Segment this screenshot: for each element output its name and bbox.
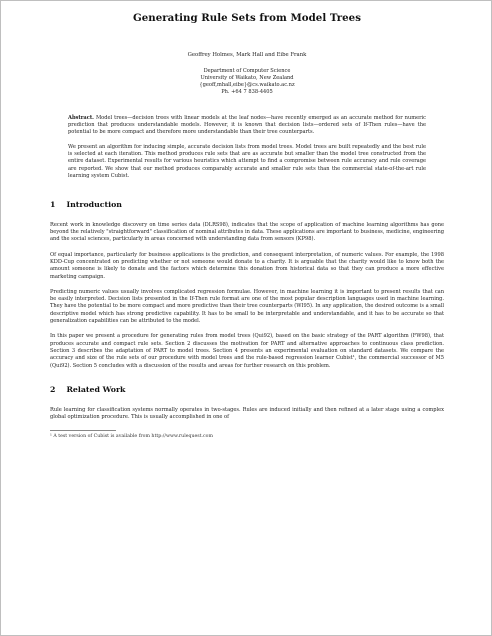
body-paragraph: Predicting numeric values usually involves complicated regression formulae. However, in machine learning it is important to present results that can be easily interpreted. Decision lists presented in the If-Then rule format are one of the most popular description languages used in machine learning. They have the potential to be more compact and more predictive than their tree counterparts (WI95). In any application, the desired outcome is a small descriptive model which has strong predictive capability. It has to be small to be interpretable and understandable, and it has to be accurate so that generalization capabilities can be attributed to the model.	[50, 288, 444, 325]
authors-line: Geoffrey Holmes, Mark Hall and Eibe Frank	[187, 52, 307, 58]
abstract-label: Abstract.	[68, 115, 94, 122]
section-number: 2	[50, 385, 56, 395]
section-number: 1	[50, 199, 56, 209]
author-list	[50, 52, 444, 58]
phone-line: Ph. +64 7 838-4405	[221, 89, 273, 96]
paper-title: Generating Rule Sets from Model Trees	[132, 12, 361, 24]
related-work-body	[50, 407, 444, 422]
footnote: ¹ A test version of Cubist is available from http://www.rulequest.com	[50, 433, 213, 439]
affiliation-line: Department of Computer Science	[203, 68, 291, 75]
affiliation-line: University of Waikato, New Zealand	[200, 75, 294, 82]
section-heading-related-work	[50, 385, 444, 394]
section-title: Introduction	[66, 199, 122, 209]
abstract	[50, 115, 444, 179]
affiliation-block	[50, 68, 444, 96]
body-paragraph: Recent work in knowledge discovery on time series data (DLRS98), indicates that the scope of application of machine learning algorithms has gone beyond the relatively "straightforward" classification of nominal attributes in data. These applications are important to business, medicine, engineering and the social sciences, particularly in areas concerned with understanding data from sensors (KP98).	[50, 221, 444, 243]
abstract-text: Model trees—decision trees with linear models at the leaf nodes—have recently emerged as an accurate method for numeric prediction that produces understandable models. However, it is known that decision lists—ordered sets of If-Then rules—have the potential to be more compact and therefore more understandable than their tree counterparts.	[68, 115, 427, 136]
section-heading-introduction	[50, 200, 444, 209]
section-title: Related Work	[66, 385, 126, 395]
page-content	[50, 12, 444, 439]
email-line: {geoff,mhall,eibe}@cs.waikato.ac.nz	[199, 82, 295, 89]
abstract-paragraph: We present an algorithm for inducing simple, accurate decision lists from model trees. Model trees are built repeatedly and the best rule is selected at each iteration. This method produces rule sets that are as accurate but smaller than the model tree constructed from the entire dataset. Experimental results for various heuristics which attempt to find a compromise between rule accuracy and rule coverage are reported. We show that our method produces comparably accurate and smaller rule sets than the commercial state-of-the-art rule learning system Cubist.	[68, 144, 426, 179]
body-paragraph: Of equal importance, particularly for business applications is the prediction, and consequent interpretation, of numeric values. For example, the 1998 KDD-Cup concentrated on predicting whether or not someone would donate to a charity. It is arguable that the charity would like to know both the amount someone is likely to donate and the factors which determine this donation from historical data so that they can produce a more effective marketing campaign.	[50, 251, 444, 280]
footnote-divider	[50, 430, 116, 431]
introduction-body	[50, 222, 444, 371]
body-paragraph: In this paper we present a procedure for generating rules from model trees (Qui92), based on the basic strategy of the PART algorithm (FW98), that produces accurate and compact rule sets. Section 2 discusses the motivation for PART and alternative approaches to continuous class prediction. Section 3 describes the adaptation of PART to model trees. Section 4 presents an experimental evaluation on standard datasets. We compare the accuracy and size of the rule sets of our procedure with model trees and the rule-based regression learner Cubist¹, the commercial successor of M5 (Qui92). Section 5 concludes with a discussion of the results and areas for further research on this problem.	[50, 333, 444, 369]
body-paragraph: Rule learning for classification systems normally operates in two-stages. Rules are induced initially and then refined at a later stage using a complex global optimization procedure. This is usually accomplished in one of	[50, 407, 444, 421]
abstract-paragraph	[68, 115, 426, 136]
